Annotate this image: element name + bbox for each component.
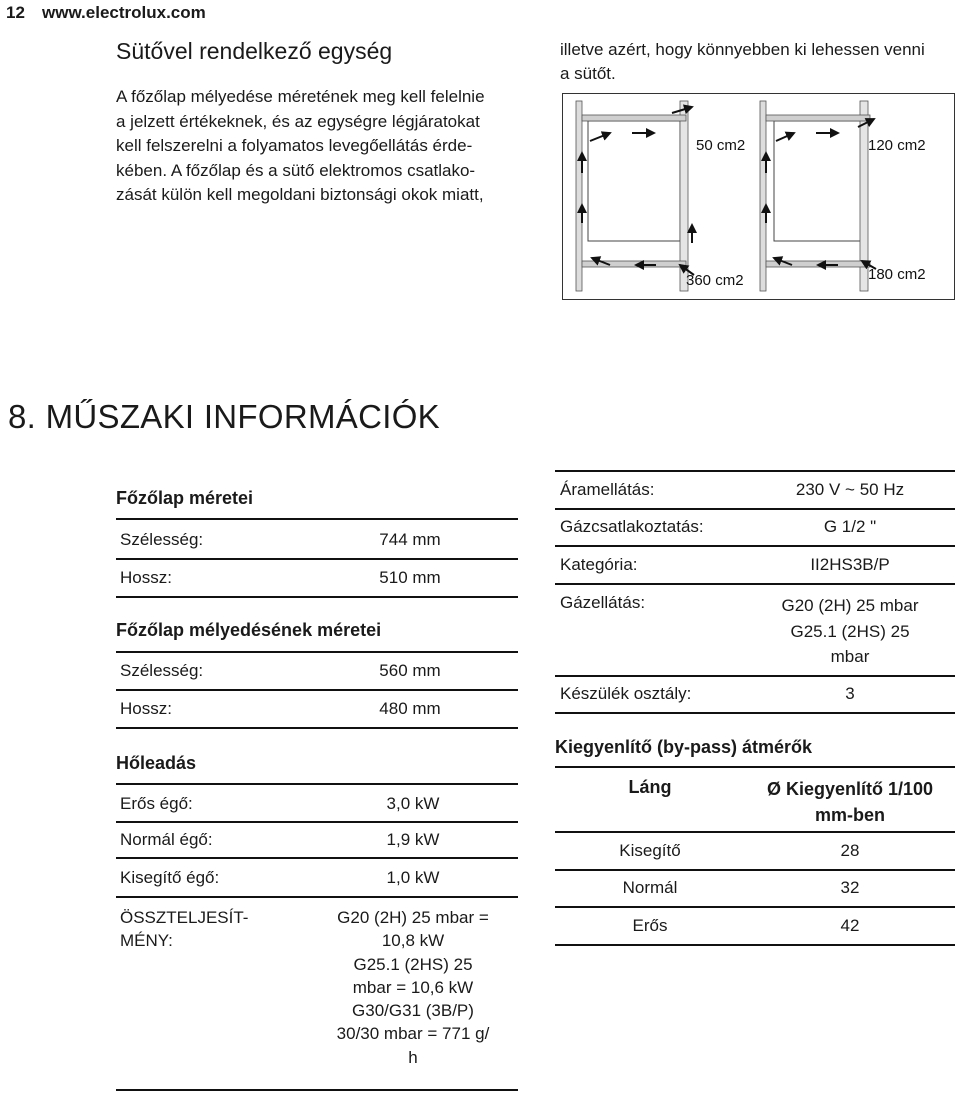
normal-burner-value: 1,9 kW [386, 830, 440, 849]
bypass-row-flame: Erős [632, 916, 668, 935]
power-supply-value: 230 V ~ 50 Hz [795, 480, 905, 499]
header-url: www.electrolux.com [42, 3, 206, 22]
aux-burner-value: 1,0 kW [386, 868, 440, 887]
bypass-row-value: 42 [840, 916, 860, 935]
hob-length-value: 510 mm [379, 568, 441, 587]
strong-burner-value: 3,0 kW [386, 794, 440, 813]
cutout-width-label: Szélesség: [120, 661, 204, 680]
gas-connection-label: Gázcsatlakoztatás: [560, 517, 704, 536]
hob-length-label: Hossz: [120, 568, 172, 587]
bypass-col-flame: Láng [628, 777, 672, 797]
intro-line: kében. A főzőlap és a sütő elektromos csatlako- [116, 160, 476, 180]
aux-burner-label: Kisegítő égő: [120, 868, 220, 887]
intro-line: a jelzett értékeknek, és az egységre légjáratokat [116, 111, 480, 131]
bypass-row-value: 28 [840, 841, 860, 860]
bypass-row-flame: Normál [622, 878, 678, 897]
continued-line: a sütőt. [560, 63, 616, 83]
vent-label-top-right: 120 cm2 [868, 137, 926, 154]
cutout-width-value: 560 mm [379, 661, 441, 680]
hob-dimensions-heading: Főzőlap méretei [116, 488, 254, 508]
total-power-label: ÖSSZTELJESÍT- MÉNY: [120, 908, 249, 950]
intro-paragraph [116, 85, 521, 208]
cutout-heading: Főzőlap mélyedésének méretei [116, 620, 382, 640]
gas-supply-value: G20 (2H) 25 mbar G25.1 (2HS) 25 mbar [781, 596, 919, 666]
bypass-row-value: 32 [840, 878, 860, 897]
bypass-col-diameter: Ø Kiegyenlítő 1/100 mm-ben [766, 779, 934, 825]
heat-output-heading: Hőleadás [116, 753, 197, 773]
hob-width-label: Szélesség: [120, 530, 204, 549]
category-label: Kategória: [560, 555, 638, 574]
cutout-length-value: 480 mm [379, 699, 441, 718]
appliance-class-label: Készülék osztály: [560, 684, 692, 703]
hob-width-value: 744 mm [379, 530, 441, 549]
appliance-class-value: 3 [845, 684, 855, 703]
vent-label-bottom-right: 180 cm2 [868, 266, 926, 283]
intro-line: kell felszerelni a folyamatos levegőellátás érde- [116, 136, 473, 155]
intro-line: A főzőlap mélyedése méretének meg kell felelnie [116, 87, 485, 106]
total-power-value: G20 (2H) 25 mbar = 10,8 kW G25.1 (2HS) 25 mbar = 10,6 kW G30/G31 (3B/P) 30/30 mbar = 771 g/ h [336, 908, 490, 1067]
vent-label-top-left: 50 cm2 [696, 137, 746, 154]
continued-line: illetve azért, hogy könnyebben ki lehessen venni [560, 40, 925, 59]
vent-label-bottom-left: 360 cm2 [686, 272, 744, 289]
ventilation-diagram [562, 93, 955, 300]
power-supply-label: Áramellátás: [560, 480, 655, 499]
normal-burner-label: Normál égő: [120, 830, 213, 849]
strong-burner-label: Erős égő: [120, 794, 193, 813]
chapter-title: 8. MŰSZAKI INFORMÁCIÓK [8, 398, 440, 435]
section-title: Sütővel rendelkező egység [116, 38, 393, 64]
bypass-row-flame: Kisegítő [619, 841, 681, 860]
page-number: 12 [6, 3, 25, 22]
intro-line: zását külön kell megoldani biztonsági okok miatt, [116, 185, 484, 204]
gas-connection-value: G 1/2 " [823, 517, 877, 536]
continued-paragraph [560, 38, 955, 85]
gas-supply-label: Gázellátás: [560, 593, 646, 612]
bypass-heading: Kiegyenlítő (by-pass) átmérők [555, 737, 813, 757]
category-value: II2HS3B/P [810, 555, 890, 574]
cutout-length-label: Hossz: [120, 699, 172, 718]
